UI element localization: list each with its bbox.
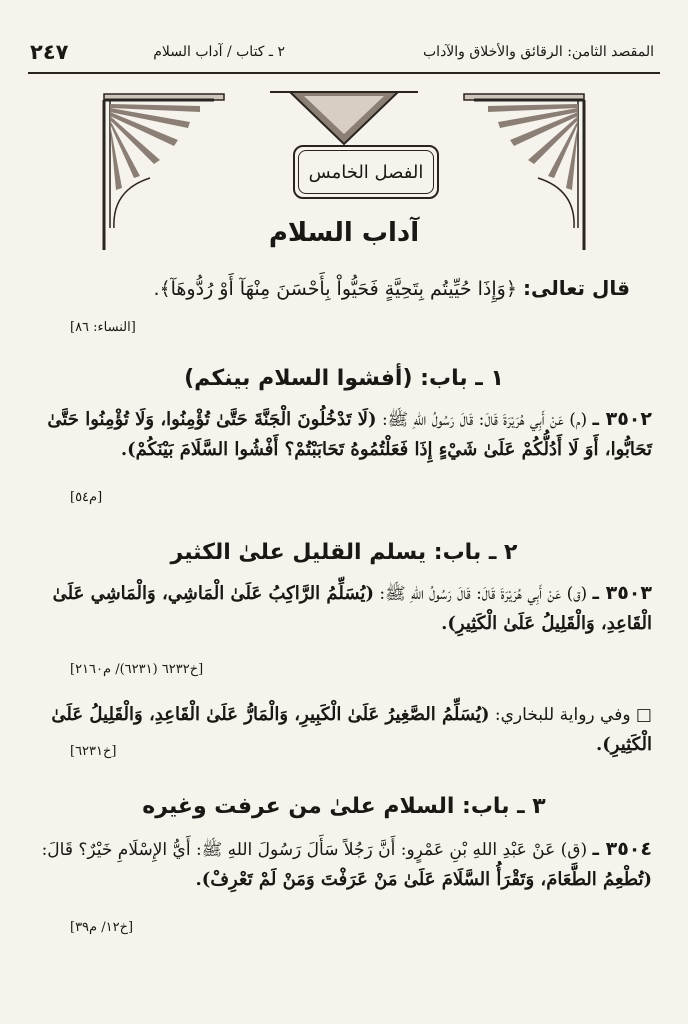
variant-reference: [خ٦٢٣١] [70, 744, 117, 759]
hadith-number: ٣٥٠٢ ـ [592, 408, 652, 430]
chapter-box [293, 145, 439, 199]
hadith-number: ٣٥٠٤ ـ [592, 838, 652, 860]
verse-reference: [النساء: ٨٦] [70, 320, 136, 335]
bab-2-title: ٢ ـ باب: يسلم القليل علىٰ الكثير [170, 540, 518, 565]
hadith-text: (يُسَلِّمُ الرَّاكِبُ عَلَىٰ الْمَاشِي، وَالْمَاشِي عَلَىٰ الْقَاعِدِ، وَالْقَلِيلُ عَلَىٰ الْكَثِيرِ). [52, 583, 652, 634]
hadith-intro: (م) عَنْ أَبِي هُرَيْرَةَ قَالَ: قَالَ رَسُولُ اللهِ ﷺ: [381, 410, 588, 430]
bab-3-title: ٣ ـ باب: السلام علىٰ من عرفت وغيره [142, 794, 546, 819]
hadith-3503 [40, 578, 652, 639]
hadith-reference: [خ١٢/ م٣٩] [70, 920, 134, 935]
header-rule [28, 72, 660, 74]
hadith-intro: (ق) عَنْ عَبْدِ اللهِ بْنِ عَمْرٍو: أَنَّ رَجُلاً سَأَلَ رَسُولَ اللهِ ﷺ: أَيُّ الإِسْلَامِ خَيْرٌ؟ قَالَ: [41, 840, 588, 860]
hadith-text: (لَا تَدْخُلُونَ الْجَنَّةَ حَتَّىٰ تُؤْمِنُوا، وَلَا تُؤْمِنُوا حَتَّىٰ تَحَابُّوا، أَوَ لَا أَدُلُّكُمْ عَلَىٰ شَيْءٍ إِذَا فَعَلْتُمُوهُ تَحَابَبْتُمْ؟ أَفْشُوا السَّلَامَ بَيْنَكُمْ). [47, 409, 652, 460]
running-header-section: المقصد الثامن: الرقائق والأخلاق والآداب [423, 44, 654, 60]
chapter-main-title: آداب السلام [268, 218, 420, 248]
verse-lead: قال تعالى: [523, 276, 630, 300]
page-number: ٢٤٧ [30, 40, 69, 64]
hadith-reference: [خ٦٢٣٢ (٦٢٣١)/ م٢١٦٠] [70, 662, 204, 677]
bab-1-title: ١ ـ باب: (أفشوا السلام بينكم) [184, 366, 504, 391]
hadith-3504 [40, 834, 652, 895]
hadith-number: ٣٥٠٣ ـ [592, 582, 652, 604]
quran-verse [60, 276, 630, 300]
hadith-reference: [م٥٤] [70, 490, 103, 505]
verse-text: ﴿وَإِذَا حُيِّيتُم بِتَحِيَّةٍ فَحَيُّواْ بِأَحْسَنَ مِنْهَآ أَوْ رُدُّوهَآ﴾. [153, 278, 517, 300]
running-header-chapter: ٢ ـ كتاب / آداب السلام [153, 44, 285, 60]
hadith-3502 [40, 404, 652, 465]
chapter-box-title: الفصل الخامس [308, 161, 424, 183]
hadith-text: (تُطْعِمُ الطَّعَامَ، وَتَقْرَأُ السَّلَامَ عَلَىٰ مَنْ عَرَفْتَ وَمَنْ لَمْ تَعْرِفْ). [195, 869, 652, 890]
center-triangle-ornament [270, 92, 418, 144]
variant-intro: □ وفي رواية للبخاري: [494, 705, 652, 725]
variant-text: (يُسَلِّمُ الصَّغِيرُ عَلَىٰ الْكَبِيرِ، وَالْمَارُّ عَلَىٰ الْقَاعِدِ، وَالْقَلِيلُ عَلَىٰ الْكَثِيرِ). [51, 704, 652, 755]
hadith-intro: (ق) عَنْ أَبِي هُرَيْرَةَ قَالَ: قَالَ رَسُولُ اللهِ ﷺ: [379, 584, 588, 604]
